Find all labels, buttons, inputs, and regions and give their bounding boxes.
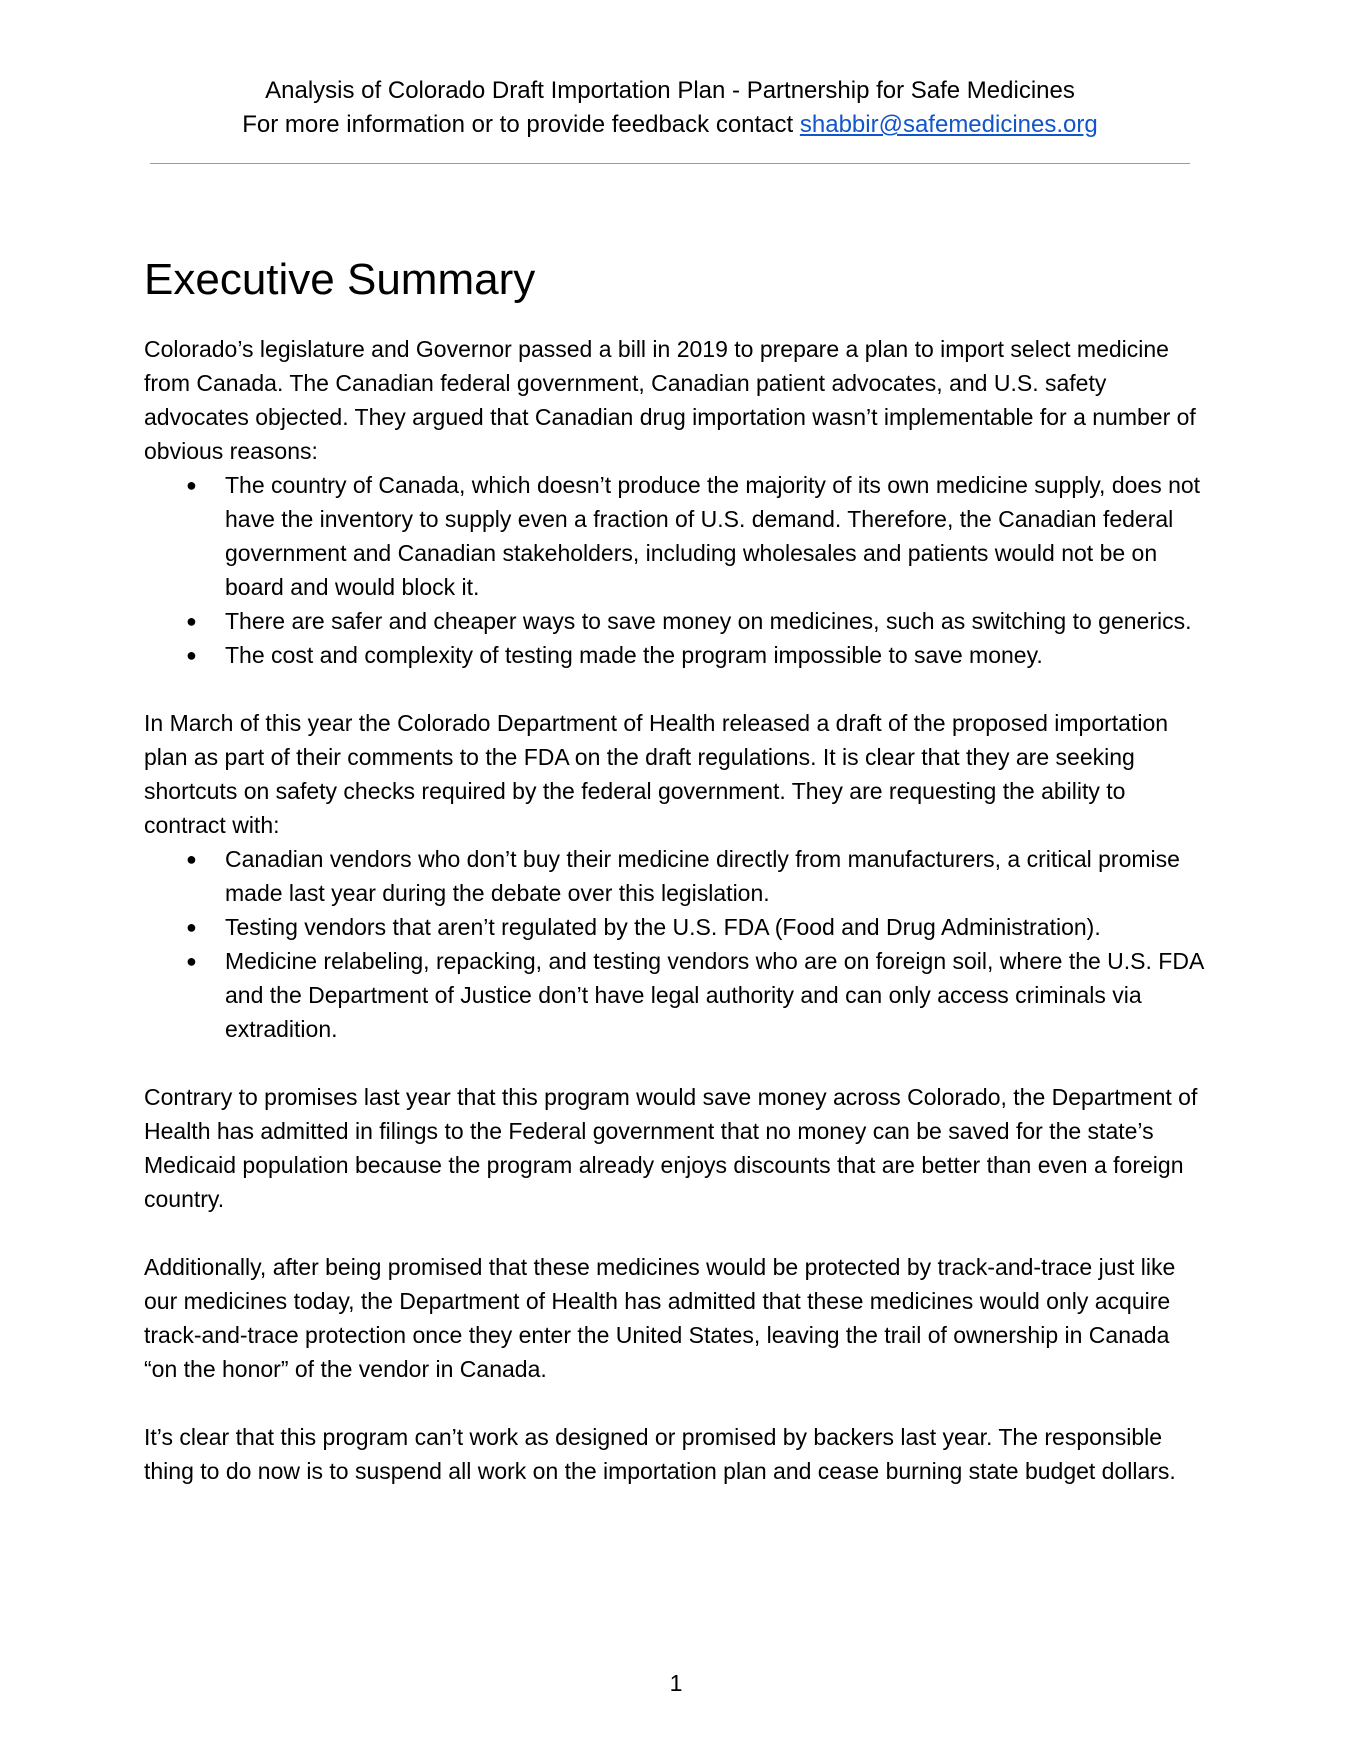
contact-email-link[interactable]: shabbir@safemedicines.org: [799, 111, 1098, 138]
march-paragraph: In March of this year the Colorado Department of Health released a draft of the proposed importation plan as part of their comments to the FDA on the draft regulations. It is clear that they are seeking shortcuts on safety checks required by the federal government. They are requesting the ability to contract with:: [144, 710, 1169, 838]
page-header: [150, 74, 1190, 142]
bullet-icon: ●: [186, 951, 197, 971]
header-divider: [150, 163, 1190, 164]
track-and-trace-paragraph: Additionally, after being promised that these medicines would be protected by track-and-trace just like our medicines today, the Department of Health has admitted that these medicines would only acquire track-and-trace protection once they enter the United States, leaving the trail of ownership in Canada “on the honor” of the vendor in Canada.: [144, 1254, 1176, 1382]
list-item: [144, 638, 1204, 672]
list-item-text: Medicine relabeling, repacking, and testing vendors who are on foreign soil, where the U.S. FDA and the Department of Justice don’t have legal authority and can only access criminals via extradition.: [225, 948, 1204, 1042]
march-bullet-list: [144, 842, 1204, 1046]
bullet-icon: ●: [186, 611, 197, 631]
bullet-icon: ●: [186, 475, 197, 495]
conclusion-paragraph: It’s clear that this program can’t work as designed or promised by backers last year. The responsible thing to do now is to suspend all work on the importation plan and cease burning state budget dollars.: [144, 1424, 1176, 1484]
list-item: [144, 910, 1204, 944]
list-item-text: Canadian vendors who don’t buy their medicine directly from manufacturers, a critical promise made last year during the debate over this legislation.: [225, 846, 1180, 906]
header-title: Analysis of Colorado Draft Importation Plan - Partnership for Safe Medicines: [265, 77, 1075, 104]
page-number: 1: [669, 1670, 683, 1696]
list-item: [144, 944, 1204, 1046]
section-heading: Executive Summary: [144, 255, 536, 304]
list-item-text: The cost and complexity of testing made the program impossible to save money.: [225, 642, 1043, 668]
list-item-text: There are safer and cheaper ways to save money on medicines, such as switching to generics.: [225, 608, 1192, 634]
header-contact-prefix: For more information or to provide feedback contact: [242, 111, 800, 138]
bullet-icon: ●: [186, 849, 197, 869]
bullet-icon: ●: [186, 917, 197, 937]
savings-paragraph: Contrary to promises last year that this program would save money across Colorado, the Department of Health has admitted in filings to the Federal government that no money can be saved for the state’s Medicaid population because the program already enjoys discounts that are better than even a foreign country.: [144, 1084, 1198, 1212]
list-item: [144, 842, 1204, 910]
list-item: [144, 604, 1204, 638]
list-item: [144, 468, 1204, 604]
intro-bullet-list: [144, 468, 1204, 672]
list-item-text: The country of Canada, which doesn’t produce the majority of its own medicine supply, does not have the inventory to supply even a fraction of U.S. demand. Therefore, the Canadian federal government and Canadian stakeholders, including wholesales and patients would not be on board and would block it.: [225, 472, 1201, 600]
intro-paragraph: Colorado’s legislature and Governor passed a bill in 2019 to prepare a plan to import select medicine from Canada. The Canadian federal government, Canadian patient advocates, and U.S. safety advocates objected. They argued that Canadian drug importation wasn’t implementable for a number of obvious reasons:: [144, 336, 1196, 464]
header-contact-line: [150, 108, 1190, 142]
list-item-text: Testing vendors that aren’t regulated by the U.S. FDA (Food and Drug Administration).: [225, 914, 1101, 940]
bullet-icon: ●: [186, 645, 197, 665]
document-body: [144, 254, 1204, 1488]
